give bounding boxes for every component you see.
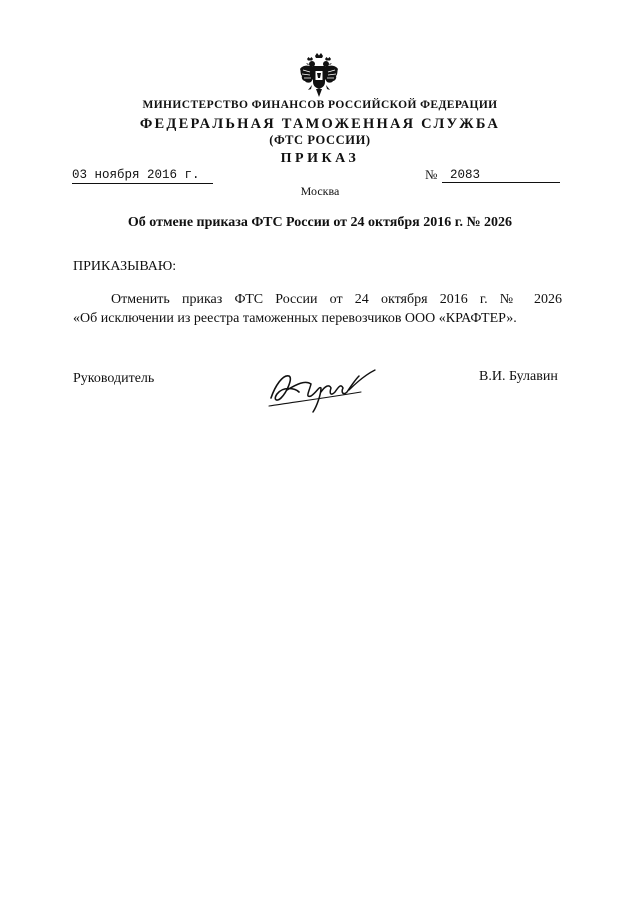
service-name: ФЕДЕРАЛЬНАЯ ТАМОЖЕННАЯ СЛУЖБА (139, 116, 501, 132)
order-body-line-2: «Об исключении из реестра таможенных перевозчиков ООО «КРАФТЕР». (73, 311, 517, 326)
service-short-name: (ФТС РОССИИ) (269, 133, 371, 147)
handwritten-signature (265, 362, 380, 414)
order-number: 2083 (442, 167, 560, 183)
order-subject: Об отмене приказа ФТС России от 24 октября 2016 г. № 2026 (127, 215, 513, 230)
order-number-label: № (425, 167, 438, 182)
order-date: 03 ноября 2016 г. (72, 167, 213, 184)
document-type: ПРИКАЗ (280, 151, 360, 166)
signer-name: В.И. Булавин (479, 369, 558, 384)
order-directive: ПРИКАЗЫВАЮ: (73, 259, 177, 274)
order-body-line-1: Отменить приказ ФТС России от 24 октября 2016 г. № 2026 (111, 292, 562, 307)
order-city: Москва (300, 184, 340, 198)
coat-of-arms-icon (298, 52, 340, 98)
ministry-name: МИНИСТЕРСТВО ФИНАНСОВ РОССИЙСКОЙ ФЕДЕРАЦИИ (142, 99, 498, 111)
signer-title: Руководитель (73, 371, 155, 386)
